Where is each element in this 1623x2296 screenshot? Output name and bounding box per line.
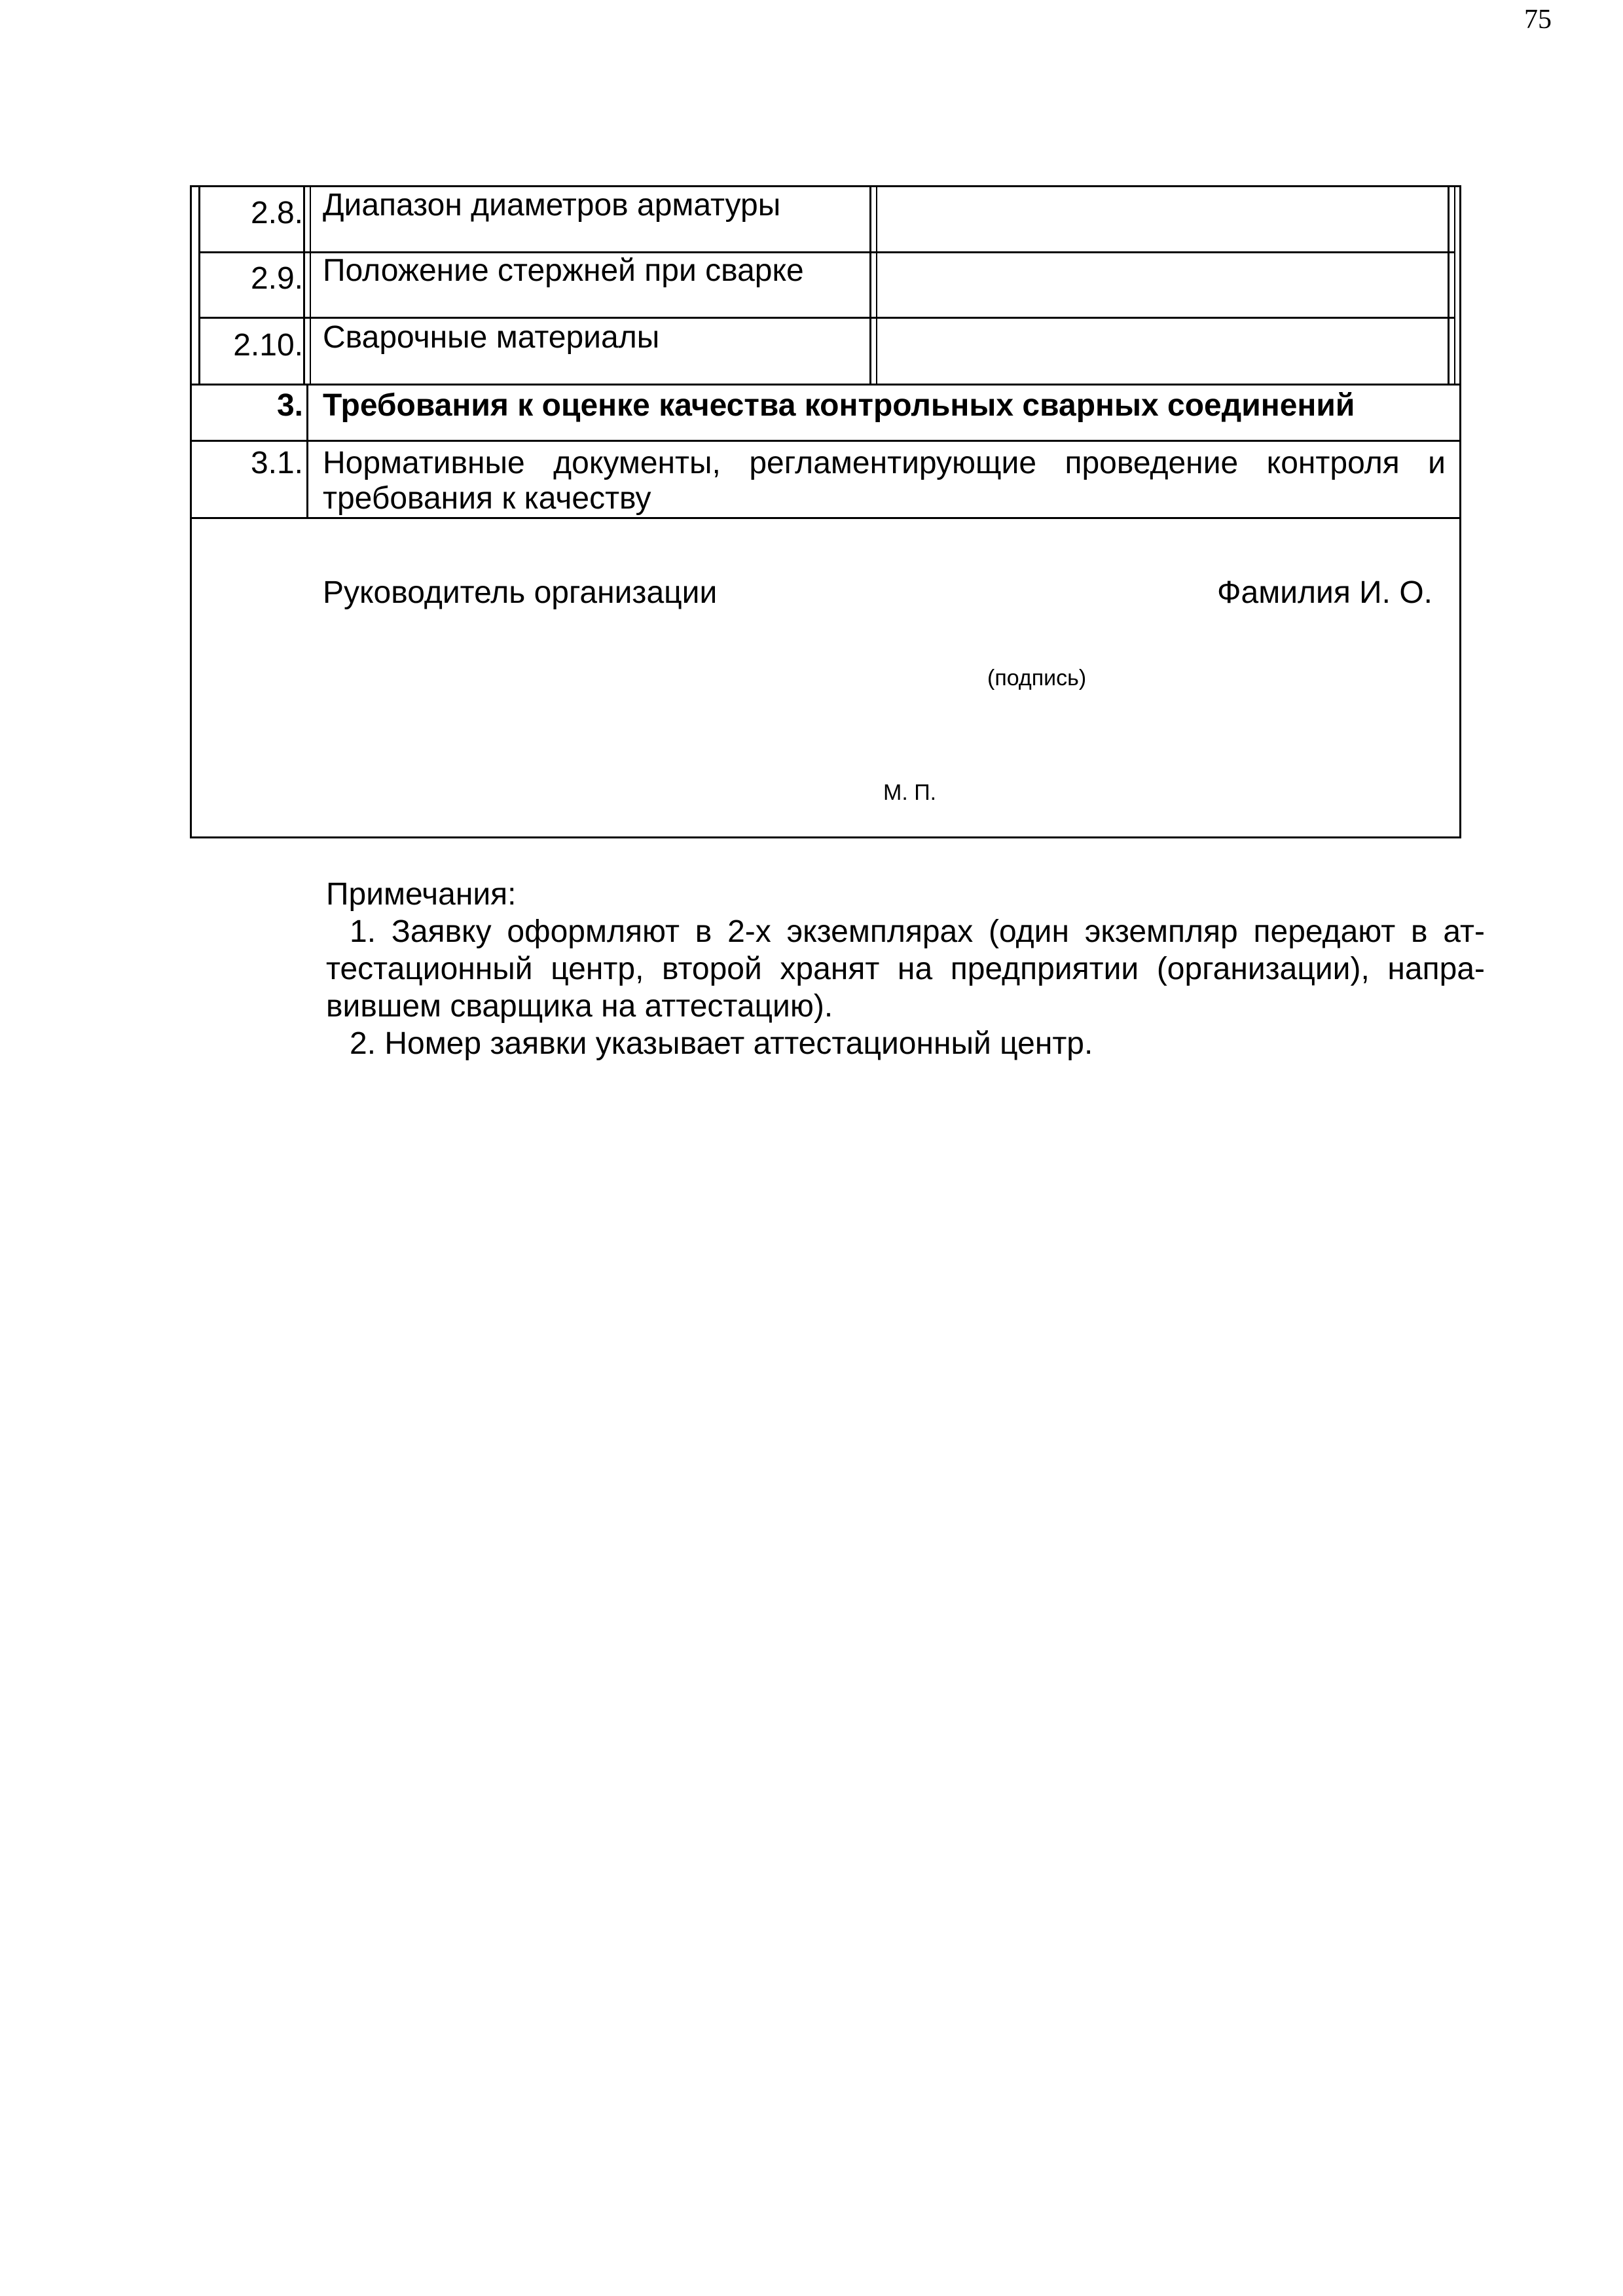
row-number: 2.8. bbox=[250, 196, 303, 230]
rule bbox=[1448, 187, 1450, 385]
notes bbox=[326, 876, 1485, 1062]
rule bbox=[192, 384, 1459, 386]
signature-hint: (подпись) bbox=[987, 666, 1087, 691]
row-label-line2: требования к качеству bbox=[323, 481, 651, 516]
rule bbox=[1454, 187, 1455, 385]
section-number: 3. bbox=[276, 388, 303, 423]
stamp-placeholder: М. П. bbox=[883, 780, 937, 805]
signer-name: Фамилия И. О. bbox=[1217, 575, 1432, 610]
page-number: 75 bbox=[1524, 5, 1552, 35]
row-number: 3.1. bbox=[250, 446, 303, 480]
section-title: Требования к оценке качества контрольных сварных соединений bbox=[323, 388, 1355, 423]
application-form-table bbox=[190, 185, 1461, 838]
row-label: Диапазон диаметров арматуры bbox=[323, 188, 781, 223]
rule bbox=[876, 187, 877, 385]
row-label-line1: Нормативные документы, регламентирующие проведение контроля и bbox=[323, 446, 1446, 480]
rule bbox=[192, 517, 1459, 519]
rule bbox=[198, 187, 200, 385]
note-1-line3: вившем сварщика на аттестацию). bbox=[326, 989, 833, 1024]
position-title: Руководитель организации bbox=[323, 575, 718, 610]
value-field[interactable] bbox=[878, 187, 1448, 251]
value-field[interactable] bbox=[878, 319, 1448, 384]
row-number: 2.10. bbox=[233, 328, 303, 363]
note-1-line1: 1. Заявку оформляют в 2-х экземплярах (один экземпляр передают в ат- bbox=[350, 914, 1485, 949]
value-field[interactable] bbox=[878, 253, 1448, 317]
note-1-line2: тестационный центр, второй хранят на предприятии (организации), напра- bbox=[326, 952, 1485, 986]
notes-title: Примечания: bbox=[326, 877, 517, 912]
note-2: 2. Номер заявки указывает аттестационный центр. bbox=[350, 1026, 1093, 1061]
row-label: Положение стержней при сварке bbox=[323, 253, 804, 288]
rule bbox=[869, 187, 871, 385]
row-label: Сварочные материалы bbox=[323, 320, 660, 355]
row-number: 2.9. bbox=[250, 261, 303, 296]
rule bbox=[192, 440, 1459, 442]
